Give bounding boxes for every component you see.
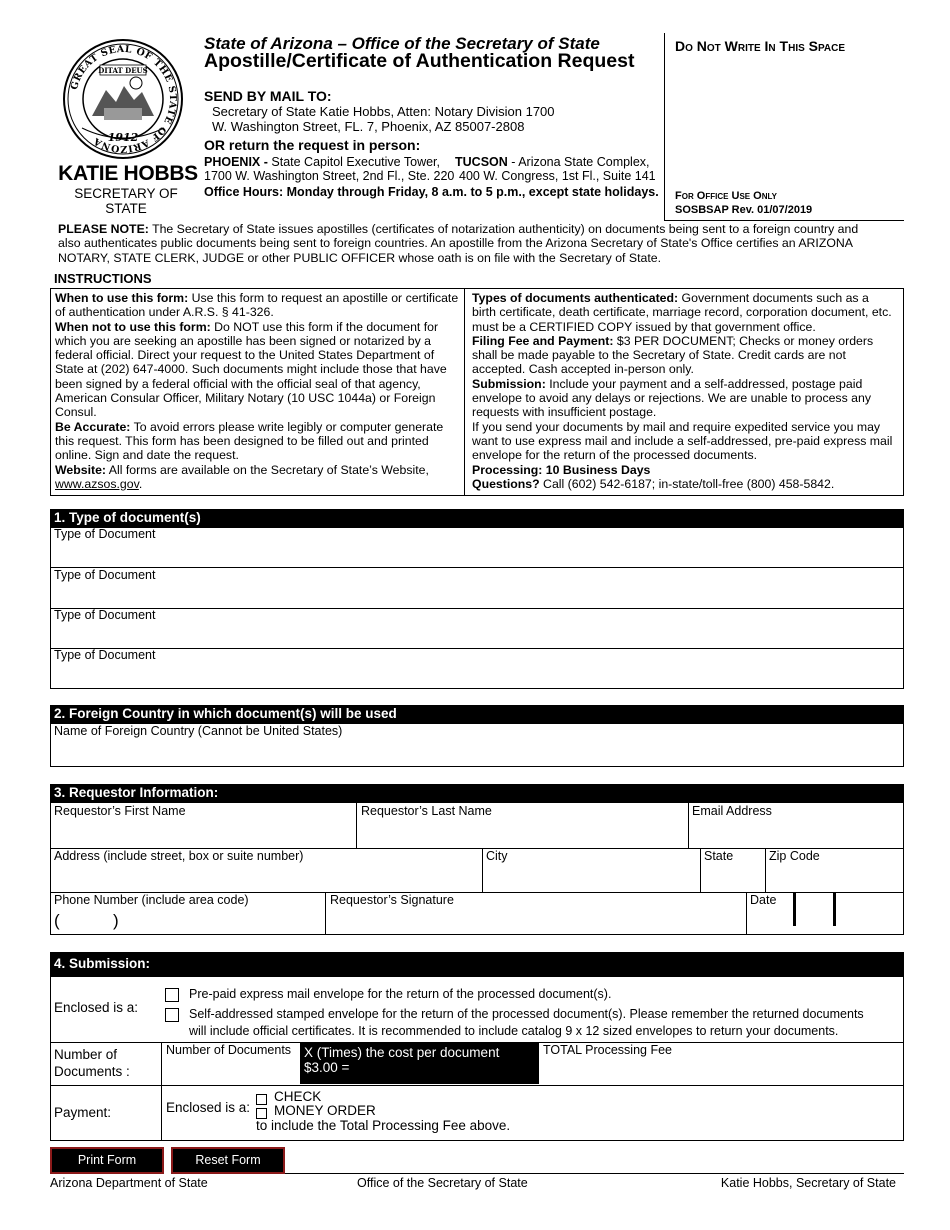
website-link[interactable]: www.azsos.gov: [55, 476, 139, 491]
types-of-documents: Types of documents authenticated: Government documents such as a birth certificate, death certificate, marriage record, corporation document, etc. must be a CERTIFIED COPY issued by that government office.: [472, 291, 892, 334]
document-type-field-2[interactable]: Type of Document: [54, 568, 156, 582]
website: Website: All forms are available on the Secretary of State’s Website, www.azsos.gov.: [55, 462, 429, 491]
phoenix-address-line2: 1700 W. Washington Street, 2nd Fl., Ste. 220: [204, 169, 455, 183]
instructions-left-column: [50, 288, 464, 496]
phoenix-address-line1: PHOENIX - State Capitol Executive Tower,: [204, 155, 440, 169]
number-of-documents-field[interactable]: Number of Documents: [166, 1043, 292, 1057]
express-mail-checkbox[interactable]: [165, 987, 179, 1002]
print-form-button[interactable]: Print Form: [50, 1147, 164, 1174]
check-checkbox[interactable]: [256, 1092, 267, 1106]
payment-label: Payment:: [54, 1105, 112, 1120]
phone-field[interactable]: Phone Number (include area code): [54, 893, 249, 907]
when-not-to-use: When not to use this form: Do NOT use this form if the document for which you are seeking an apostille has been signed or notarized by a federal official. Direct your request to the United States Department of State at (202) 647-4000. Such documents might include those that have been signed by a federal official with the official seal of that agency, American Consular Officer, Military Notary (10 USC 1044a) or Foreign Consul.: [55, 319, 447, 420]
svg-text:DITAT DEUS: DITAT DEUS: [98, 66, 148, 75]
filing-fee: Filing Fee and Payment: $3 PER DOCUMENT; Checks or money orders shall be made payable to the Secretary of State. Credit cards are not accepted. Cash accepted in-person only.: [472, 333, 874, 377]
office-use-label: For Office Use Only: [675, 190, 777, 202]
mail-address-line1: Secretary of State Katie Hobbs, Atten: Notary Division 1700: [212, 104, 555, 119]
address-field[interactable]: Address (include street, box or suite number): [54, 849, 304, 863]
arizona-state-seal: [62, 38, 184, 160]
svg-text:1912: 1912: [107, 131, 139, 144]
express-mail-option: Pre-paid express mail envelope for the return of the processed document(s).: [189, 987, 612, 1001]
agency-name: State of Arizona – Office of the Secretary of State: [204, 34, 600, 53]
svg-text:GREAT SEAL OF THE STATE OF ARI: GREAT SEAL OF THE STATE OF ARIZONA: [68, 43, 179, 155]
reset-form-button[interactable]: Reset Form: [171, 1147, 285, 1174]
instructions-heading: INSTRUCTIONS: [54, 271, 152, 286]
office-hours: Office Hours: Monday through Friday, 8 a.m. to 5 p.m., except state holidays.: [204, 185, 659, 199]
cost-per-document: X (Times) the cost per document $3.00 =: [300, 1043, 539, 1084]
phone-open-paren: (: [54, 911, 60, 930]
be-accurate: Be Accurate: To avoid errors please write legibly or computer generate this request. This form has been designed to be filled out and printed online. Sign and date the request.: [55, 419, 444, 463]
check-option: CHECK: [274, 1089, 322, 1104]
section2-title: 2. Foreign Country in which document(s) will be used: [50, 705, 904, 723]
send-by-mail-heading: SEND BY MAIL TO:: [204, 88, 332, 104]
please-note: PLEASE NOTE: The Secretary of State issues apostilles (certificates of notarization authenticity) on documents being sent to a foreign country and also authenticates public documents being sent to foreign countries. An apostille from the Arizona Secretary of State's Office certifies an ARIZONA NOTARY, STATE CLERK, JUDGE or other PUBLIC OFFICER whose oath is on file with the Secretary of State.: [58, 222, 859, 265]
zip-code-field[interactable]: Zip Code: [769, 849, 820, 863]
total-processing-fee-field[interactable]: TOTAL Processing Fee: [543, 1043, 672, 1057]
requestor-info-box: [50, 802, 904, 935]
expedited-info: If you send your documents by mail and require expedited service you may want to use express mail and include a self-addressed, pre-paid express mail envelope for the return of the processed documents.: [472, 419, 893, 463]
self-addressed-option: Self-addressed stamped envelope for the return of the processed document(s). Please remember the returned documents will include official certificates. It is recommended to include catalog 9 x 12 sized envelopes to return your documents.: [189, 1007, 864, 1038]
last-name-field[interactable]: Requestor’s Last Name: [361, 804, 492, 818]
questions: Questions? Call (602) 542-6187; in-state/toll-free (800) 458-5842.: [472, 476, 835, 491]
section4-title: 4. Submission:: [50, 952, 904, 976]
tucson-address-line1: TUCSON - Arizona State Complex,: [455, 155, 650, 169]
foreign-country-field[interactable]: Name of Foreign Country (Cannot be United States): [54, 724, 343, 738]
footer-center: Office of the Secretary of State: [357, 1176, 528, 1190]
secretary-title: SECRETARY OF STATE: [74, 186, 178, 216]
email-field[interactable]: Email Address: [692, 804, 772, 818]
footer-left: Arizona Department of State: [50, 1176, 208, 1190]
section1-title: 1. Type of document(s): [50, 509, 904, 527]
date-separator-2: [833, 892, 836, 926]
document-type-field-1[interactable]: Type of Document: [54, 527, 156, 541]
section3-title: 3. Requestor Information:: [50, 784, 904, 802]
document-type-field-3[interactable]: Type of Document: [54, 608, 156, 622]
document-type-field-4[interactable]: Type of Document: [54, 648, 156, 662]
do-not-write-label: Do Not Write In This Space: [675, 38, 846, 54]
in-person-heading: OR return the request in person:: [204, 137, 421, 153]
city-field[interactable]: City: [486, 849, 508, 863]
signature-field[interactable]: Requestor’s Signature: [330, 893, 454, 907]
mail-address-line2: W. Washington Street, FL. 7, Phoenix, AZ 85007-2808: [212, 119, 525, 134]
money-order-option: MONEY ORDER: [274, 1103, 376, 1118]
state-field[interactable]: State: [704, 849, 734, 863]
date-field[interactable]: Date: [750, 893, 777, 907]
number-of-documents-label: Number of Documents :: [54, 1047, 130, 1079]
enclosed-label: Enclosed is a:: [54, 1000, 139, 1015]
when-to-use: When to use this form: Use this form to request an apostille or certificate of authentication under A.R.S. § 41-326.: [55, 291, 459, 320]
date-separator-1: [793, 892, 796, 926]
payment-note: to include the Total Processing Fee above.: [256, 1118, 511, 1133]
form-revision: SOSBSAP Rev. 01/07/2019: [675, 204, 813, 216]
form-title: Apostille/Certificate of Authentication Request: [204, 50, 635, 72]
tucson-address-line2: 400 W. Congress, 1st Fl., Suite 141: [459, 169, 656, 183]
self-addressed-checkbox[interactable]: [165, 1007, 179, 1022]
processing-time: Processing: 10 Business Days: [472, 462, 651, 477]
payment-enclosed-label: Enclosed is a:: [166, 1100, 251, 1115]
first-name-field[interactable]: Requestor’s First Name: [54, 804, 186, 818]
secretary-name: KATIE HOBBS: [58, 162, 198, 185]
footer-right: Katie Hobbs, Secretary of State: [720, 1176, 896, 1190]
instructions-right-column: [464, 288, 904, 496]
submission-info: Submission: Include your payment and a self-addressed, postage paid envelope to avoid any delays or rejections. We are unable to process any requests with insufficient postage.: [472, 376, 871, 420]
office-use-box: [664, 33, 904, 221]
phone-close-paren: ): [113, 911, 119, 930]
